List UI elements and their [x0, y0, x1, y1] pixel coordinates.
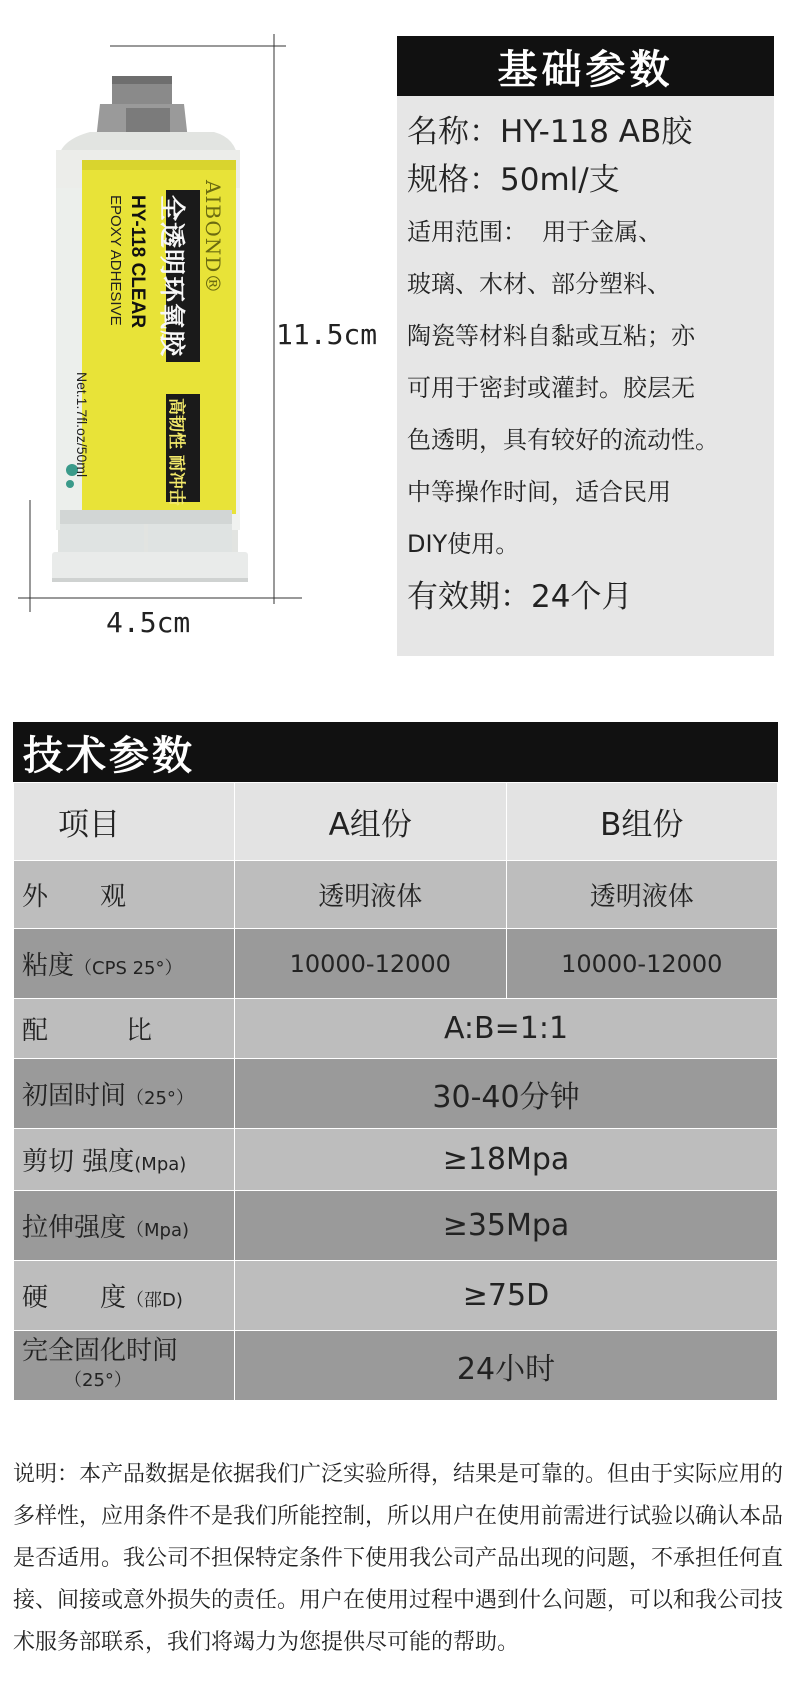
label-brand: AIBOND® — [201, 180, 225, 295]
product-illustration — [0, 0, 390, 660]
table-row — [14, 1331, 778, 1401]
row-label: 初固时间（25°） — [14, 1059, 235, 1129]
row-value-b: 10000-12000 — [506, 929, 778, 999]
table-row — [14, 1261, 778, 1331]
expiry-line: 有效期：24个月 — [407, 579, 633, 615]
row-value: 30-40分钟 — [235, 1059, 778, 1129]
row-label: 配 比 — [14, 999, 235, 1059]
row-value-a: 10000-12000 — [235, 929, 507, 999]
table-row — [14, 1191, 778, 1261]
height-dimension-label: 11.5cm — [276, 318, 378, 351]
product-name-line: 名称：HY-118 AB胶 — [407, 114, 693, 150]
row-label: 硬 度（邵D) — [14, 1261, 235, 1331]
table-row — [14, 929, 778, 999]
label-net-volume: Net.1.7fl.oz/50ml — [74, 372, 90, 478]
tech-params-table — [13, 782, 778, 1401]
row-label: 外 观 — [14, 861, 235, 929]
width-dimension-label: 4.5cm — [106, 606, 191, 639]
disclaimer-note: 说明：本产品数据是依据我们广泛实验所得，结果是可靠的。但由于实际应用的多样性，应用条件不是我们所能控制，所以用户在使用前需进行试验以确认本品是否适用。我公司不担保特定条件下使用我公司产品出现的问题，不承担任何直接、间接或意外损失的责任。用户在使用过程中遇到什么问题，可以和我公司技术服务部联系，我们将竭力为您提供尽可能的帮助。 — [13, 1462, 784, 1655]
header-component-a: A组份 — [235, 783, 507, 861]
table-row — [14, 1129, 778, 1191]
label-model: HY-118 CLEAR — [127, 195, 148, 329]
row-label: 拉伸强度（Mpa) — [14, 1191, 235, 1261]
label-english-name: EPOXY ADHESIVE — [107, 195, 124, 326]
row-value: 24小时 — [235, 1331, 778, 1401]
row-value: ≥75D — [235, 1261, 778, 1331]
row-label: 完全固化时间 （25°） — [14, 1331, 235, 1401]
tech-params-title: 技术参数 — [13, 722, 778, 782]
table-header-row — [14, 783, 778, 861]
table-row — [14, 1059, 778, 1129]
basic-params-panel — [397, 96, 774, 656]
header-item: 项目 — [14, 783, 235, 861]
row-value: ≥18Mpa — [235, 1129, 778, 1191]
row-value-a: 透明液体 — [235, 861, 507, 929]
spec-line: 规格：50ml/支 — [407, 162, 620, 198]
row-value: ≥35Mpa — [235, 1191, 778, 1261]
label-tags: 高韧性 耐冲击 — [166, 398, 186, 506]
basic-params-title: 基础参数 — [397, 36, 774, 96]
row-value: A:B=1:1 — [235, 999, 778, 1059]
table-row — [14, 861, 778, 929]
table-row — [14, 999, 778, 1059]
label-product-name: 全透明环氧胶 — [156, 195, 186, 358]
header-component-b: B组份 — [506, 783, 778, 861]
row-value-b: 透明液体 — [506, 861, 778, 929]
row-label: 粘度（CPS 25°） — [14, 929, 235, 999]
application-scope: 适用范围： 用于金属、 玻璃、木材、部分塑料、 陶瓷等材料自黏或互粘；亦 可用于密封或灌封。胶层无 色透明，具有较好的流动性。 中等操作时间，适合民用 DIY使用。 — [407, 218, 719, 558]
row-label: 剪切 强度(Mpa) — [14, 1129, 235, 1191]
